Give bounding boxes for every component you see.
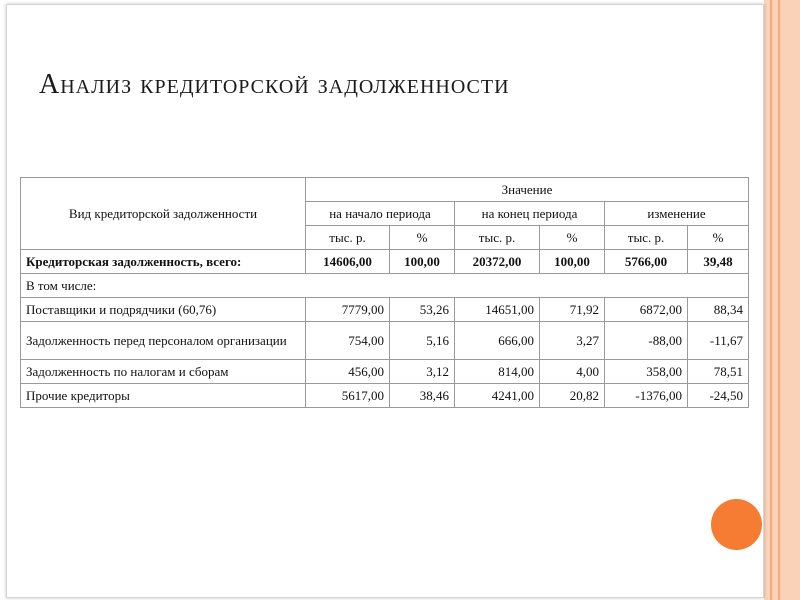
unit-cell: тыс. р.: [605, 226, 688, 250]
value-cell: 53,26: [390, 298, 455, 322]
value-cell: 71,92: [540, 298, 605, 322]
value-cell: 754,00: [306, 322, 390, 360]
value-cell: 5617,00: [306, 384, 390, 408]
value-cell: 39,48: [688, 250, 749, 274]
value-cell: 20372,00: [455, 250, 540, 274]
table-row: [21, 384, 749, 408]
value-cell: 3,27: [540, 322, 605, 360]
slide-title: Анализ кредиторской задолженности: [39, 69, 510, 100]
value-cell: 100,00: [540, 250, 605, 274]
unit-cell: %: [390, 226, 455, 250]
unit-cell: тыс. р.: [306, 226, 390, 250]
band-line: [770, 0, 772, 600]
unit-cell: %: [688, 226, 749, 250]
row-label: Кредиторская задолженность, всего:: [21, 250, 306, 274]
value-cell: 88,34: [688, 298, 749, 322]
value-cell: 7779,00: [306, 298, 390, 322]
row-label: Поставщики и подрядчики (60,76): [21, 298, 306, 322]
table-row-subheading: [21, 274, 749, 298]
accounts-payable-table: [20, 177, 749, 408]
header-period-end: на конец периода: [455, 202, 605, 226]
table-row: [21, 322, 749, 360]
unit-cell: тыс. р.: [455, 226, 540, 250]
decorative-circle: [711, 499, 762, 550]
value-cell: 6872,00: [605, 298, 688, 322]
value-cell: 666,00: [455, 322, 540, 360]
value-cell: 358,00: [605, 360, 688, 384]
value-cell: 14606,00: [306, 250, 390, 274]
value-cell: 4241,00: [455, 384, 540, 408]
value-cell: 38,46: [390, 384, 455, 408]
table-row: [21, 360, 749, 384]
value-cell: 456,00: [306, 360, 390, 384]
value-cell: 4,00: [540, 360, 605, 384]
value-cell: -88,00: [605, 322, 688, 360]
band-line: [778, 0, 780, 600]
value-cell: 20,82: [540, 384, 605, 408]
value-cell: 3,12: [390, 360, 455, 384]
header-group-cell: Значение: [306, 178, 749, 202]
value-cell: 14651,00: [455, 298, 540, 322]
value-cell: -24,50: [688, 384, 749, 408]
value-cell: 5766,00: [605, 250, 688, 274]
value-cell: 814,00: [455, 360, 540, 384]
header-period-start: на начало периода: [306, 202, 455, 226]
table-row: [21, 298, 749, 322]
value-cell: 100,00: [390, 250, 455, 274]
header-row-1: [21, 178, 749, 202]
table-row-total: [21, 250, 749, 274]
row-label: Задолженность перед персоналом организации: [21, 322, 306, 360]
header-change: изменение: [605, 202, 749, 226]
value-cell: -11,67: [688, 322, 749, 360]
row-label: Задолженность по налогам и сборам: [21, 360, 306, 384]
header-type-cell: Вид кредиторской задолженности: [21, 178, 306, 250]
value-cell: -1376,00: [605, 384, 688, 408]
subheading-cell: В том числе:: [21, 274, 749, 298]
right-decorative-band: [764, 0, 800, 600]
value-cell: 5,16: [390, 322, 455, 360]
value-cell: 78,51: [688, 360, 749, 384]
row-label: Прочие кредиторы: [21, 384, 306, 408]
unit-cell: %: [540, 226, 605, 250]
